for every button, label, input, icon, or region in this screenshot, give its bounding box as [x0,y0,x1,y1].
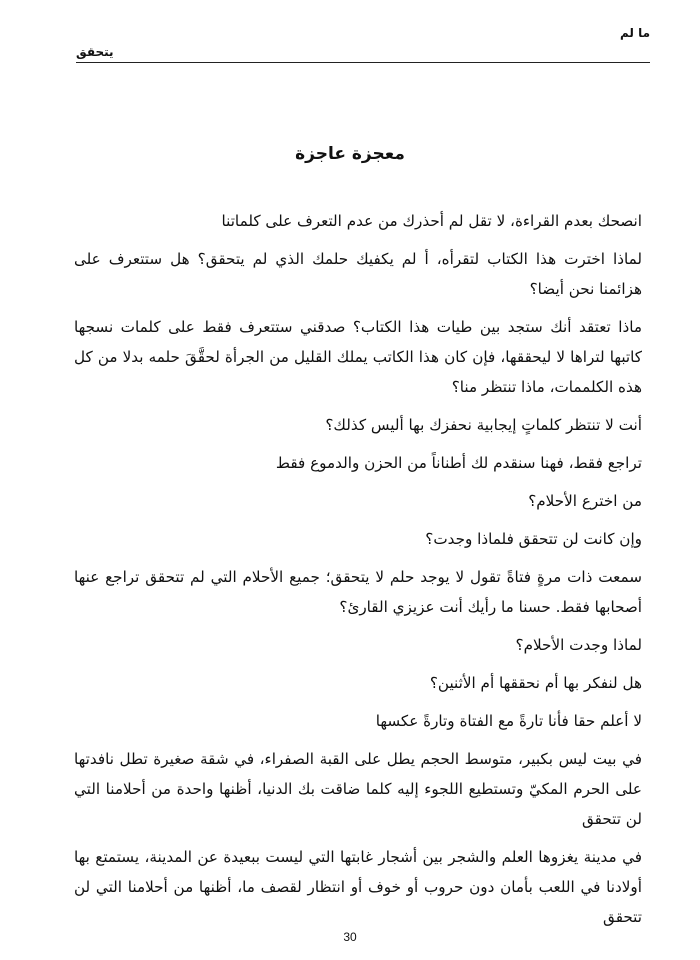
paragraph: تراجع فقط، فهنا سنقدم لك أطناناً من الحزن والدموع فقط [275,454,642,472]
paragraph: في بيت ليس بكبير، متوسط الحجم يطل على القبة الصفراء، في شقة صغيرة تطل نافدتها على الحرم المكيّ وتستطيع اللجوء إليه كلما ضاقت بك الدنيا، أظنها واحدة من أحلامنا التي لن تتحقق [74,750,642,828]
paragraph: هل لنفكر بها أم نحققها أم الأثنين؟ [429,674,642,692]
paragraph: لا أعلم حقا فأنا تارةً مع الفتاة وتارةً عكسها [375,712,642,730]
header-book-title: ما لم [619,26,650,40]
paragraph: وإن كانت لن تتحقق فلماذا وجدت؟ [425,530,642,548]
paragraph: سمعت ذات مرةٍ فتاةً تقول لا يوجد حلم لا يتحقق؛ جميع الأحلام التي لم تتحقق تراجع عنها أصحابها فقط. حسنا ما رأيك أنت عزيزي القارئ؟ [74,568,642,616]
body-text [74,206,642,940]
paragraph: من اخترع الأحلام؟ [528,492,642,510]
page-title: معجزة عاجزة [295,144,405,164]
paragraph: لماذا اخترت هذا الكتاب لتقرأه، أ لم يكفيك حلمك الذي لم يتحقق؟ هل ستتعرف على هزائمنا نحن أيضا؟ [74,250,642,298]
page-number: 30 [343,930,357,944]
header-book-title-cont: يتحقق [76,45,114,59]
paragraph: لماذا وجدت الأحلام؟ [515,636,642,654]
paragraph: انصحك بعدم القراءة، لا تقل لم أحذرك من عدم التعرف على كلماتنا [221,212,642,230]
paragraph: أنت لا تنتظر كلماتٍ إيجابية نحفزك بها أليس كذلك؟ [325,416,642,434]
paragraph: ماذا تعتقد أنك ستجد بين طيات هذا الكتاب؟ صدقني ستتعرف فقط على كلمات نسجها كاتبها لتراها لا ليحققها، فإن كان هذا الكاتب يملك القليل من الجرأة لحقَّقَ حلمه بدلا من كل هذه الكلممات، ماذا تنتظر منا؟ [74,318,642,396]
header-rule [76,62,650,63]
paragraph: في مدينة يغزوها العلم والشجر بين أشجار غابتها التي ليست ببعيدة عن المدينة، يستمتع بها أولادنا في اللعب بأمان دون حروب أو خوف أو انتظار لقصف ما، أظنها من أحلامنا التي لن تتحقق [74,848,642,926]
